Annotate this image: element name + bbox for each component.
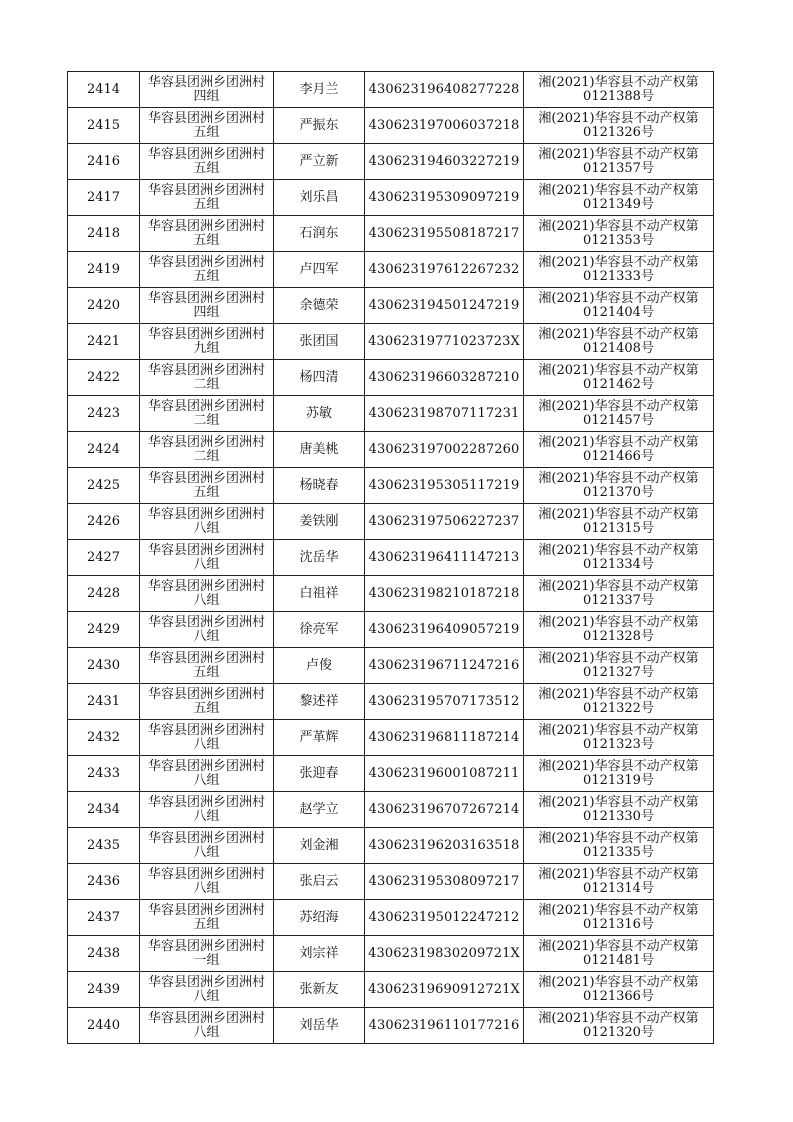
certificate-number-cell: 湘(2021)华容县不动产权第0121315号 [524, 504, 714, 540]
certificate-number-cell: 湘(2021)华容县不动产权第0121333号 [524, 252, 714, 288]
location-cell: 华容县团洲乡团洲村八组 [140, 720, 274, 756]
certificate-number-cell: 湘(2021)华容县不动产权第0121326号 [524, 108, 714, 144]
owner-name-cell: 张启云 [274, 864, 365, 900]
table-row [68, 792, 714, 828]
table-row [68, 828, 714, 864]
id-number-cell: 430623198210187218 [365, 576, 524, 612]
table-row [68, 1008, 714, 1044]
certificate-number-cell: 湘(2021)华容县不动产权第0121349号 [524, 180, 714, 216]
owner-name-cell: 唐美桃 [274, 432, 365, 468]
owner-name-cell: 张迎春 [274, 756, 365, 792]
row-number-cell: 2440 [68, 1008, 140, 1044]
certificate-number-cell: 湘(2021)华容县不动产权第0121462号 [524, 360, 714, 396]
row-number-cell: 2439 [68, 972, 140, 1008]
row-number-cell: 2426 [68, 504, 140, 540]
id-number-cell: 430623197506227237 [365, 504, 524, 540]
row-number-cell: 2422 [68, 360, 140, 396]
owner-name-cell: 严振东 [274, 108, 365, 144]
table-row [68, 396, 714, 432]
location-cell: 华容县团洲乡团洲村五组 [140, 108, 274, 144]
table-row [68, 180, 714, 216]
table-row [68, 936, 714, 972]
table-row [68, 360, 714, 396]
certificate-number-cell: 湘(2021)华容县不动产权第0121370号 [524, 468, 714, 504]
location-cell: 华容县团洲乡团洲村二组 [140, 432, 274, 468]
owner-name-cell: 黎述祥 [274, 684, 365, 720]
certificate-number-cell: 湘(2021)华容县不动产权第0121337号 [524, 576, 714, 612]
certificate-number-cell: 湘(2021)华容县不动产权第0121334号 [524, 540, 714, 576]
id-number-cell: 430623197612267232 [365, 252, 524, 288]
location-cell: 华容县团洲乡团洲村八组 [140, 828, 274, 864]
location-cell: 华容县团洲乡团洲村四组 [140, 288, 274, 324]
certificate-number-cell: 湘(2021)华容县不动产权第0121457号 [524, 396, 714, 432]
row-number-cell: 2437 [68, 900, 140, 936]
table-row [68, 864, 714, 900]
location-cell: 华容县团洲乡团洲村五组 [140, 648, 274, 684]
table-row [68, 720, 714, 756]
table-row [68, 432, 714, 468]
row-number-cell: 2415 [68, 108, 140, 144]
table-row [68, 756, 714, 792]
owner-name-cell: 徐亮军 [274, 612, 365, 648]
row-number-cell: 2428 [68, 576, 140, 612]
certificate-number-cell: 湘(2021)华容县不动产权第0121481号 [524, 936, 714, 972]
id-number-cell: 430623196603287210 [365, 360, 524, 396]
table-row [68, 972, 714, 1008]
owner-name-cell: 姜铁刚 [274, 504, 365, 540]
row-number-cell: 2419 [68, 252, 140, 288]
location-cell: 华容县团洲乡团洲村五组 [140, 252, 274, 288]
id-number-cell: 430623196203163518 [365, 828, 524, 864]
owner-name-cell: 卢俊 [274, 648, 365, 684]
id-number-cell: 430623197006037218 [365, 108, 524, 144]
table-row [68, 612, 714, 648]
id-number-cell: 430623196707267214 [365, 792, 524, 828]
row-number-cell: 2435 [68, 828, 140, 864]
row-number-cell: 2434 [68, 792, 140, 828]
owner-name-cell: 张团国 [274, 324, 365, 360]
certificate-number-cell: 湘(2021)华容县不动产权第0121388号 [524, 72, 714, 108]
location-cell: 华容县团洲乡团洲村八组 [140, 1008, 274, 1044]
id-number-cell: 430623195012247212 [365, 900, 524, 936]
owner-name-cell: 苏敏 [274, 396, 365, 432]
certificate-number-cell: 湘(2021)华容县不动产权第0121322号 [524, 684, 714, 720]
location-cell: 华容县团洲乡团洲村八组 [140, 792, 274, 828]
id-number-cell: 430623196711247216 [365, 648, 524, 684]
location-cell: 华容县团洲乡团洲村八组 [140, 864, 274, 900]
owner-name-cell: 刘金湘 [274, 828, 365, 864]
registry-table-body [68, 72, 714, 1044]
table-row [68, 72, 714, 108]
location-cell: 华容县团洲乡团洲村二组 [140, 360, 274, 396]
id-number-cell: 43062319830209721X [365, 936, 524, 972]
table-row [68, 108, 714, 144]
row-number-cell: 2420 [68, 288, 140, 324]
row-number-cell: 2416 [68, 144, 140, 180]
table-row [68, 648, 714, 684]
owner-name-cell: 杨晓春 [274, 468, 365, 504]
id-number-cell: 430623195508187217 [365, 216, 524, 252]
table-row [68, 288, 714, 324]
owner-name-cell: 余德荣 [274, 288, 365, 324]
owner-name-cell: 李月兰 [274, 72, 365, 108]
id-number-cell: 430623194603227219 [365, 144, 524, 180]
location-cell: 华容县团洲乡团洲村八组 [140, 504, 274, 540]
id-number-cell: 430623196408277228 [365, 72, 524, 108]
certificate-number-cell: 湘(2021)华容县不动产权第0121319号 [524, 756, 714, 792]
certificate-number-cell: 湘(2021)华容县不动产权第0121408号 [524, 324, 714, 360]
table-row [68, 576, 714, 612]
certificate-number-cell: 湘(2021)华容县不动产权第0121357号 [524, 144, 714, 180]
location-cell: 华容县团洲乡团洲村一组 [140, 936, 274, 972]
id-number-cell: 430623195309097219 [365, 180, 524, 216]
id-number-cell: 430623196110177216 [365, 1008, 524, 1044]
row-number-cell: 2421 [68, 324, 140, 360]
id-number-cell: 43062319771023723X [365, 324, 524, 360]
id-number-cell: 430623196409057219 [365, 612, 524, 648]
id-number-cell: 430623196411147213 [365, 540, 524, 576]
owner-name-cell: 沈岳华 [274, 540, 365, 576]
location-cell: 华容县团洲乡团洲村八组 [140, 576, 274, 612]
row-number-cell: 2429 [68, 612, 140, 648]
row-number-cell: 2430 [68, 648, 140, 684]
owner-name-cell: 刘乐昌 [274, 180, 365, 216]
certificate-number-cell: 湘(2021)华容县不动产权第0121320号 [524, 1008, 714, 1044]
location-cell: 华容县团洲乡团洲村四组 [140, 72, 274, 108]
certificate-number-cell: 湘(2021)华容县不动产权第0121366号 [524, 972, 714, 1008]
row-number-cell: 2432 [68, 720, 140, 756]
table-row [68, 900, 714, 936]
certificate-number-cell: 湘(2021)华容县不动产权第0121335号 [524, 828, 714, 864]
location-cell: 华容县团洲乡团洲村五组 [140, 144, 274, 180]
table-row [68, 324, 714, 360]
owner-name-cell: 严革辉 [274, 720, 365, 756]
id-number-cell: 43062319690912721X [365, 972, 524, 1008]
owner-name-cell: 卢四军 [274, 252, 365, 288]
owner-name-cell: 刘宗祥 [274, 936, 365, 972]
id-number-cell: 430623195305117219 [365, 468, 524, 504]
certificate-number-cell: 湘(2021)华容县不动产权第0121353号 [524, 216, 714, 252]
location-cell: 华容县团洲乡团洲村八组 [140, 756, 274, 792]
row-number-cell: 2423 [68, 396, 140, 432]
owner-name-cell: 杨四清 [274, 360, 365, 396]
owner-name-cell: 张新友 [274, 972, 365, 1008]
row-number-cell: 2438 [68, 936, 140, 972]
id-number-cell: 430623195308097217 [365, 864, 524, 900]
location-cell: 华容县团洲乡团洲村五组 [140, 684, 274, 720]
row-number-cell: 2436 [68, 864, 140, 900]
table-row [68, 252, 714, 288]
row-number-cell: 2433 [68, 756, 140, 792]
row-number-cell: 2417 [68, 180, 140, 216]
owner-name-cell: 赵学立 [274, 792, 365, 828]
table-row [68, 504, 714, 540]
certificate-number-cell: 湘(2021)华容县不动产权第0121328号 [524, 612, 714, 648]
certificate-number-cell: 湘(2021)华容县不动产权第0121323号 [524, 720, 714, 756]
location-cell: 华容县团洲乡团洲村二组 [140, 396, 274, 432]
owner-name-cell: 严立新 [274, 144, 365, 180]
certificate-number-cell: 湘(2021)华容县不动产权第0121330号 [524, 792, 714, 828]
location-cell: 华容县团洲乡团洲村九组 [140, 324, 274, 360]
location-cell: 华容县团洲乡团洲村五组 [140, 900, 274, 936]
owner-name-cell: 白祖祥 [274, 576, 365, 612]
owner-name-cell: 苏绍海 [274, 900, 365, 936]
table-row [68, 144, 714, 180]
location-cell: 华容县团洲乡团洲村八组 [140, 612, 274, 648]
row-number-cell: 2427 [68, 540, 140, 576]
table-row [68, 468, 714, 504]
location-cell: 华容县团洲乡团洲村五组 [140, 180, 274, 216]
location-cell: 华容县团洲乡团洲村五组 [140, 216, 274, 252]
id-number-cell: 430623194501247219 [365, 288, 524, 324]
row-number-cell: 2425 [68, 468, 140, 504]
id-number-cell: 430623198707117231 [365, 396, 524, 432]
id-number-cell: 430623195707173512 [365, 684, 524, 720]
row-number-cell: 2424 [68, 432, 140, 468]
owner-name-cell: 石润东 [274, 216, 365, 252]
row-number-cell: 2414 [68, 72, 140, 108]
id-number-cell: 430623196811187214 [365, 720, 524, 756]
certificate-number-cell: 湘(2021)华容县不动产权第0121316号 [524, 900, 714, 936]
id-number-cell: 430623196001087211 [365, 756, 524, 792]
owner-name-cell: 刘岳华 [274, 1008, 365, 1044]
certificate-number-cell: 湘(2021)华容县不动产权第0121404号 [524, 288, 714, 324]
certificate-number-cell: 湘(2021)华容县不动产权第0121314号 [524, 864, 714, 900]
id-number-cell: 430623197002287260 [365, 432, 524, 468]
certificate-number-cell: 湘(2021)华容县不动产权第0121327号 [524, 648, 714, 684]
table-row [68, 216, 714, 252]
row-number-cell: 2418 [68, 216, 140, 252]
row-number-cell: 2431 [68, 684, 140, 720]
location-cell: 华容县团洲乡团洲村八组 [140, 972, 274, 1008]
property-registry-table [67, 71, 714, 1044]
certificate-number-cell: 湘(2021)华容县不动产权第0121466号 [524, 432, 714, 468]
location-cell: 华容县团洲乡团洲村五组 [140, 468, 274, 504]
location-cell: 华容县团洲乡团洲村八组 [140, 540, 274, 576]
table-row [68, 540, 714, 576]
table-row [68, 684, 714, 720]
